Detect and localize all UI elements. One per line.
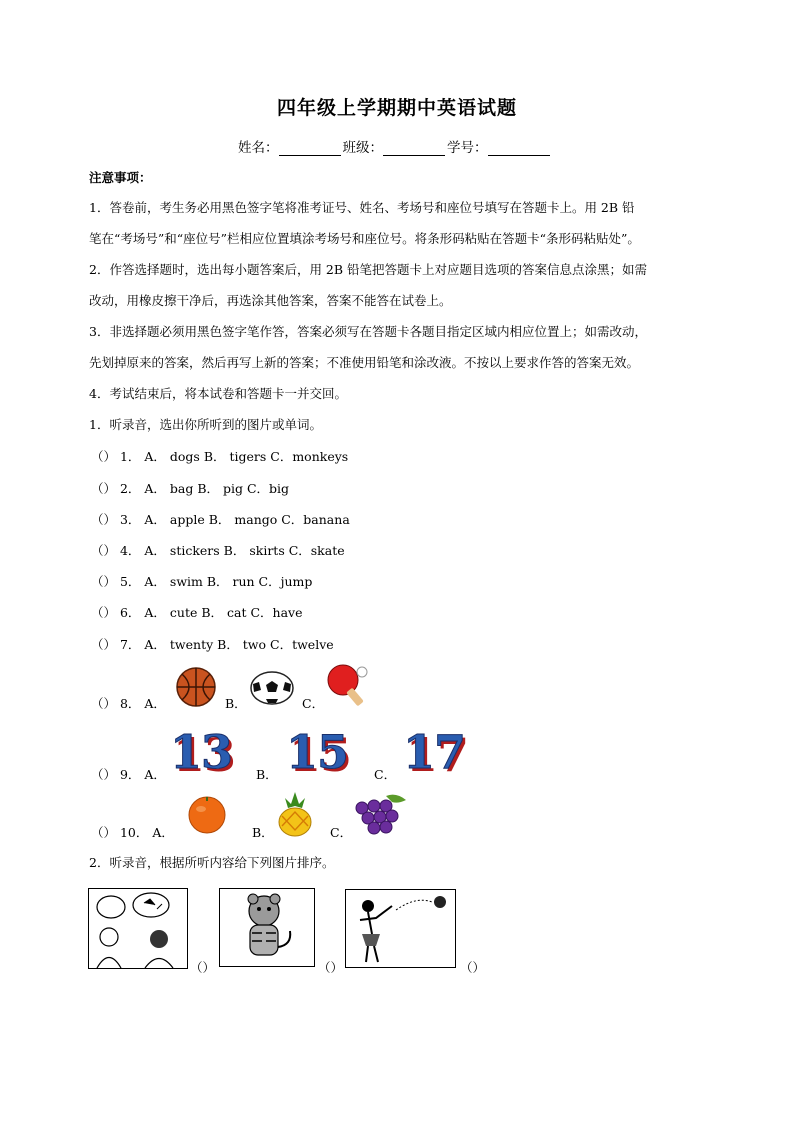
soccer-ball-icon bbox=[249, 670, 295, 706]
notice-item-1b: 笔在“考场号”和“座位号”栏相应位置填涂考场号和座位号。将条形码粘贴在答题卡“条形码粘贴处”。 bbox=[89, 231, 640, 246]
notice-item-4: 4．考试结束后，将本试卷和答题卡一并交回。 bbox=[89, 386, 347, 401]
notice-item-2b: 改动，用橡皮擦干净后，再选涂其他答案，答案不能答在试卷上。 bbox=[89, 293, 452, 308]
question-8-b: B． bbox=[225, 696, 247, 711]
question-9-prefix: （） 9． A． bbox=[91, 767, 166, 782]
id-label: 学号： bbox=[447, 140, 488, 156]
pineapple-icon bbox=[274, 790, 316, 838]
question-1: （） 1． A． dogs B． tigers C．monkeys bbox=[91, 449, 349, 464]
name-label: 姓名： bbox=[238, 140, 279, 156]
question-8-c: C． bbox=[302, 696, 325, 711]
notice-item-3b: 先划掉原来的答案，然后再写上新的答案；不准使用铅笔和涂改液。不按以上要求作答的答案无效。 bbox=[89, 355, 640, 370]
grapes-icon bbox=[352, 792, 410, 836]
number-13-image: 13 bbox=[170, 725, 233, 779]
notice-item-2a: 2．作答选择题时，选出每小题答案后，用 2B 铅笔把答题卡上对应题目选项的答案信息点涂黑；如需 bbox=[89, 262, 648, 277]
notice-item-3a: 3．非选择题必须用黑色签字笔作答，答案必须写在答题卡各题目指定区域内相应位置上；如需改动， bbox=[89, 324, 647, 339]
question-9-b: B． bbox=[256, 767, 278, 782]
id-blank[interactable] bbox=[488, 140, 550, 156]
notice-list bbox=[89, 192, 719, 440]
question-8-prefix: （） 8． A． bbox=[91, 696, 166, 711]
answer-paren-3[interactable]: （） bbox=[460, 960, 486, 975]
question-7: （） 7． A． twenty B． two C．twelve bbox=[91, 637, 334, 652]
part1-heading: 1．听录音，选出你所听到的图片或单词。 bbox=[89, 417, 322, 432]
question-10-c: C． bbox=[330, 825, 353, 840]
notice-item-1a: 1．答卷前，考生务必用黑色签字笔将准考证号、姓名、考场号和座位号填写在答题卡上。用 2B 铅 bbox=[89, 200, 635, 215]
name-blank[interactable] bbox=[279, 140, 341, 156]
question-9-c: C． bbox=[374, 767, 397, 782]
question-4: （） 4． A． stickers B． skirts C．skate bbox=[91, 543, 345, 558]
question-10-b: B． bbox=[252, 825, 274, 840]
part2-heading: 2．听录音，根据所听内容给下列图片排序。 bbox=[89, 855, 335, 870]
class-blank[interactable] bbox=[383, 140, 445, 156]
question-3: （） 3． A． apple B． mango C．banana bbox=[91, 512, 350, 527]
answer-paren-1[interactable]: （） bbox=[190, 960, 216, 975]
question-10-prefix: （） 10． A． bbox=[91, 825, 174, 840]
tiger-picture bbox=[219, 888, 315, 967]
friends-talking-picture bbox=[88, 888, 188, 969]
notice-heading: 注意事项： bbox=[89, 170, 152, 185]
number-15-image: 15 bbox=[286, 725, 349, 779]
class-label: 班级： bbox=[342, 140, 383, 156]
ping-pong-paddle-icon bbox=[323, 662, 371, 708]
number-17-image: 17 bbox=[403, 725, 466, 779]
orange-icon bbox=[185, 791, 229, 835]
page-title: 四年级上学期期中英语试题 bbox=[276, 97, 517, 119]
basketball-icon bbox=[175, 666, 217, 708]
answer-paren-2[interactable]: （） bbox=[318, 960, 344, 975]
question-5: （） 5． A． swim B． run C．jump bbox=[91, 574, 313, 589]
student-info-line bbox=[238, 136, 552, 156]
question-6: （） 6． A． cute B． cat C．have bbox=[91, 605, 303, 620]
question-2: （） 2． A． bag B． pig C．big bbox=[91, 481, 290, 496]
girl-playing-ball-picture bbox=[345, 889, 456, 968]
